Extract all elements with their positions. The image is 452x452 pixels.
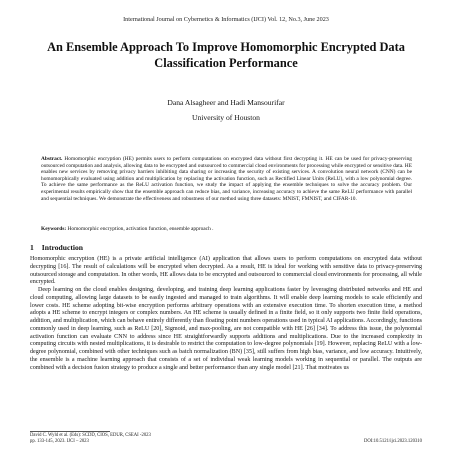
footer-citation bbox=[30, 433, 230, 444]
footer-line-2: pp. 133-145, 2023. IJCI – 2023 bbox=[30, 438, 89, 444]
section-body bbox=[30, 256, 422, 372]
paper-authors: Dana Alsagheer and Hadi Mansourifar bbox=[167, 98, 285, 107]
body-paragraph: Deep learning on the cloud enables designing, developing, and training deep learning applications faster by leveraging distributed networks and HE and cloud computing, allowing large datasets to be easily ingested and managed to train algorithms. It will enable deep learning models to scale efficiently and lower costs. HE scheme adopting bit-wise encryption performs arbitrary operations with an extensive execution time. To shorten execution time, a method adopts a HE scheme to encrypt integers or complex numbers. An HE scheme is usually defined in a finite field, so it only supports two finite field operations, addition, and multiplication, which can behave entirely differently than floating point numbers operations used in typical AI applications. Accordingly, functions commonly used in deep learning, such as ReLU [20], Sigmoid, and max-pooling, are not compatible with HE [26] [34]. To address this issue, the polynomial activation function can evaluate CNN to address since HE straightforwardly supports additions and multiplications. Due to the increased complexity in computing circuits with nested multiplications, it is desirable to restrict the computation to low-degree polynomials [19]. However, replacing ReLU with a low-degree polynomial, combined with other techniques such as batch normalization (BN) [35], still suffers from high bias, variance, and low accuracy. Intuitively, the ensemble is a machine learning approach that consists of a set of individual weak learning models working in sequential or parallel. The outputs are combined with a decision fusion strategy to produce a single and better performance than any single model [21]. That motivates us bbox=[30, 287, 422, 371]
journal-header: International Journal on Cybernetics & Informatics (IJCI) Vol. 12, No.3, June 2023 bbox=[123, 16, 329, 23]
footer-rule bbox=[30, 431, 110, 432]
section-heading bbox=[30, 243, 83, 252]
paper-title: An Ensemble Approach To Improve Homomorphic Encrypted Data Classification Performance bbox=[47, 40, 405, 70]
abstract-label: Abstract. bbox=[41, 156, 63, 162]
section-title: Introduction bbox=[41, 243, 84, 252]
footer-line-1: David C. Wyld et al. (Eds): SCDD, CIOS, EDUR, CSEAI -2023 bbox=[30, 433, 151, 438]
keywords-label: Keywords: bbox=[41, 226, 67, 232]
abstract-block bbox=[41, 156, 412, 202]
keywords-block bbox=[41, 226, 412, 233]
paper-affiliation: University of Houston bbox=[192, 113, 260, 122]
footer-doi: DOI:10.5121/ijci.2023.120310 bbox=[364, 438, 422, 444]
abstract-text: Homomorphic encryption (HE) permits users to perform computations on encrypted data without first decrypting it. HE can be used for privacy-preserving outsourced computation and analysis, allowing data to be encrypted and outsourced to commercial cloud environments for processing while encrypted or sensitive data. HE enables new services by removing privacy barriers inhibiting data sharing or increasing the security of existing services. A convolution neural network (CNN) can be homomorphically evaluated using addition and multiplication by replacing the activation function, such as Rectified Linear Units (ReLU), with a low polynomial degree. To achieve the same performance as the ReLU activation function, we study the impact of applying the ensemble techniques to solve the accuracy problem. Our experimental results empirically show that the ensemble approach can reduce bias, and variance, increasing accuracy to achieve the same ReLU performance with parallel and sequential techniques. We demonstrate the effectiveness and robustness of our method using three datasets: MNIST, FMNIST, and CIFAR-10. bbox=[41, 156, 412, 202]
body-paragraph: Homomorphic encryption (HE) is a private artificial intelligence (AI) application that allows users to perform computations on encrypted data without decrypting [16]. The result of calculations will be encrypted when decrypted. As a result, HE is ideal for working with sensitive data to privacy-preserving outsourced storage and computation. In other words, HE allows data to be encrypted and outsourced to commercial cloud environments for processing, all while encrypted. bbox=[30, 256, 422, 286]
section-number: 1 bbox=[30, 243, 34, 252]
keywords-text: Homomorphic encryption, activation function, ensemble approach . bbox=[67, 226, 214, 232]
